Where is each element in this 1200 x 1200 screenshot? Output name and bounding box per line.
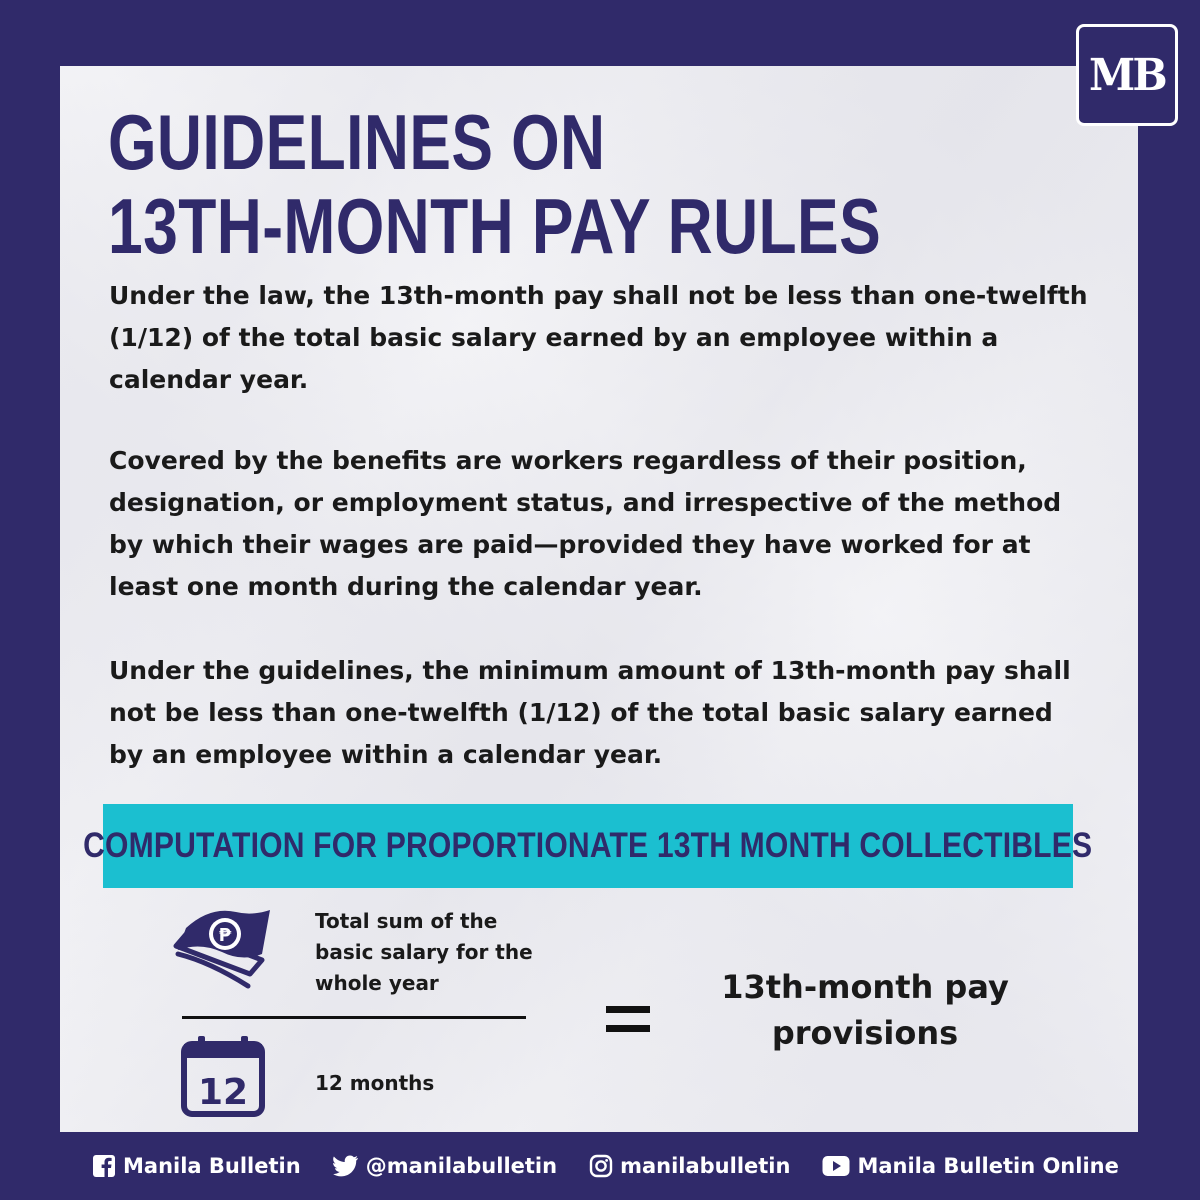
page-title bbox=[108, 100, 881, 268]
calendar-icon bbox=[180, 1034, 266, 1118]
equals-sign bbox=[606, 1006, 650, 1032]
paragraph-coverage: Covered by the benefits are workers regardless of their position, designation, or employment status, and irrespective of the method by which their wages are paid—provided they have worked for at least one month during the calendar year. bbox=[109, 446, 1062, 601]
denominator-label: 12 months bbox=[315, 1071, 435, 1095]
fraction-bar bbox=[182, 1016, 526, 1019]
computation-banner-text: COMPUTATION FOR PROPORTIONATE 13TH MONTH COLLECTIBLES bbox=[83, 826, 1093, 865]
calendar-number: 12 bbox=[197, 1072, 249, 1113]
social-twitter[interactable] bbox=[333, 1154, 557, 1178]
title-line-1: GUIDELINES ON bbox=[108, 98, 606, 186]
peso-symbol: ₱ bbox=[218, 925, 232, 946]
peso-bill-icon bbox=[170, 902, 280, 992]
twitter-icon bbox=[333, 1155, 359, 1177]
social-footer bbox=[92, 1148, 1151, 1184]
numerator-label: Total sum of the basic salary for the whole year bbox=[315, 909, 533, 995]
logo-text: MB bbox=[1089, 49, 1165, 101]
instagram-icon bbox=[589, 1154, 613, 1178]
facebook-label: Manila Bulletin bbox=[123, 1154, 301, 1178]
facebook-icon bbox=[92, 1154, 116, 1178]
social-facebook[interactable] bbox=[92, 1154, 301, 1178]
youtube-label: Manila Bulletin Online bbox=[857, 1154, 1119, 1178]
twitter-label: @manilabulletin bbox=[365, 1154, 558, 1178]
instagram-label: manilabulletin bbox=[620, 1154, 791, 1178]
manila-bulletin-logo bbox=[1076, 24, 1178, 126]
computation-banner bbox=[83, 804, 1093, 888]
paragraph-law: Under the law, the 13th-month pay shall not be less than one-twelfth (1/12) of the total basic salary earned by an employee within a calendar year. bbox=[109, 281, 1088, 394]
result-label: 13th-month pay provisions bbox=[721, 968, 1009, 1052]
social-youtube[interactable] bbox=[822, 1154, 1118, 1178]
social-instagram[interactable] bbox=[589, 1154, 790, 1178]
title-line-2: 13TH-MONTH PAY RULES bbox=[108, 182, 882, 270]
youtube-icon bbox=[822, 1155, 850, 1177]
paragraph-minimum: Under the guidelines, the minimum amount of 13th-month pay shall not be less than one-twelfth (1/12) of the total basic salary earned by an employee within a calendar year. bbox=[109, 656, 1071, 769]
